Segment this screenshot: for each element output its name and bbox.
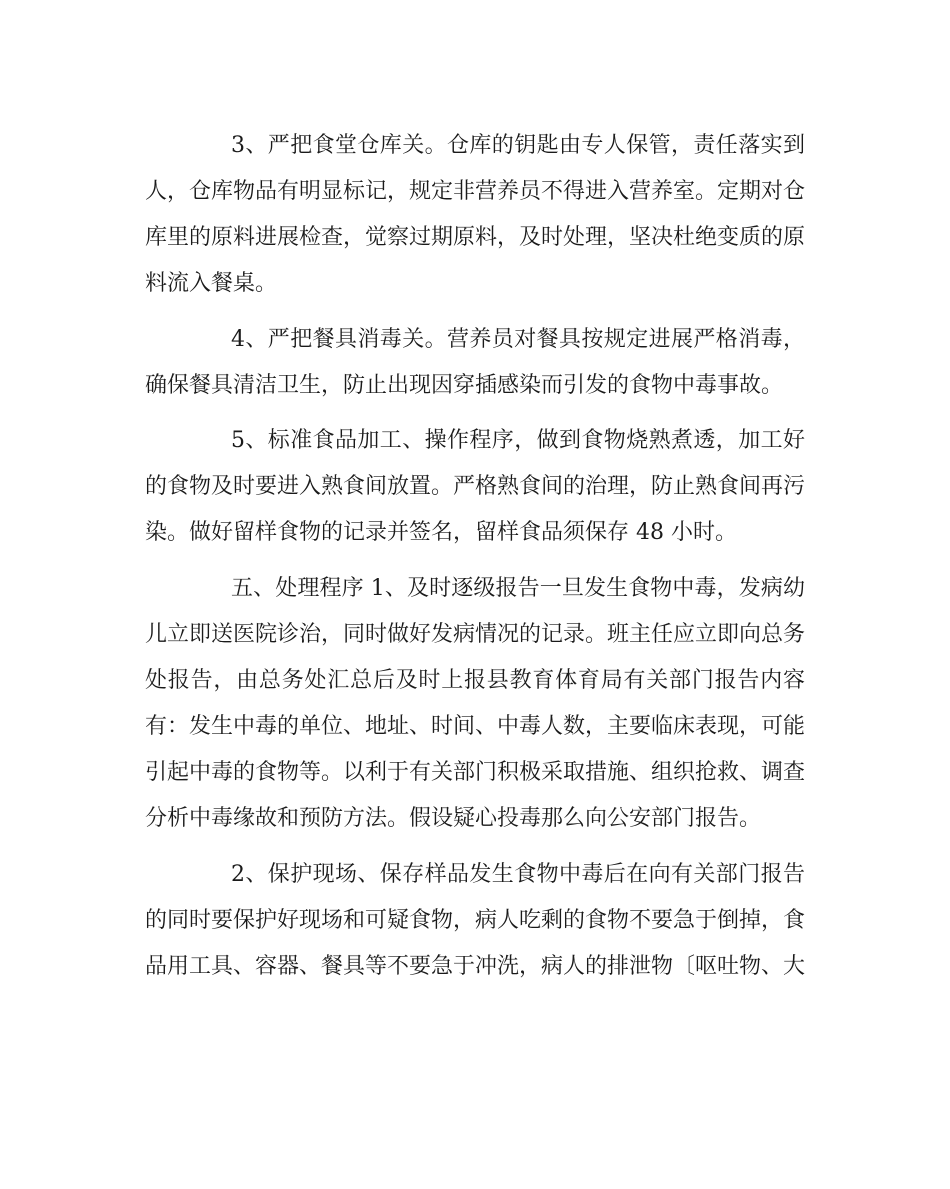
paragraph-5-line-3: 染。做好留样食物的记录并签名，留样食品须保存 48 小时。 bbox=[145, 520, 737, 545]
section-5-line-1: 五、处理程序 1、及时逐级报告一旦发生食物中毒，发病幼 bbox=[231, 576, 805, 601]
paragraph-3-line-1: 3、严把食堂仓库关。仓库的钥匙由专人保管，责任落实到 bbox=[231, 133, 805, 158]
paragraph-2-line-1: 2、保护现场、保存样品发生食物中毒后在向有关部门报告 bbox=[231, 862, 805, 887]
section-5-line-2: 儿立即送医院诊治，同时做好发病情况的记录。班主任应立即向总务 bbox=[145, 622, 806, 647]
paragraph-3-line-3: 库里的原料进展检查，觉察过期原料，及时处理，坚决杜绝变质的原 bbox=[145, 225, 806, 250]
paragraph-2-line-3: 品用工具、容器、餐具等不要急于冲洗，病人的排泄物〔呕吐物、大 bbox=[145, 954, 806, 979]
paragraph-4-line-1: 4、严把餐具消毒关。营养员对餐具按规定进展严格消毒， bbox=[231, 327, 805, 352]
paragraph-3-line-4: 料流入餐桌。 bbox=[145, 271, 278, 296]
section-5-line-5: 引起中毒的食物等。以利于有关部门积极采取措施、组织抢救、调查 bbox=[145, 760, 806, 785]
section-5-line-3: 处报告，由总务处汇总后及时上报县教育体育局有关部门报告内容 bbox=[145, 668, 805, 693]
paragraph-5-line-2: 的食物及时要进入熟食间放置。严格熟食间的治理，防止熟食间再污 bbox=[145, 474, 806, 499]
paragraph-3-line-2: 人，仓库物品有明显标记，规定非营养员不得进入营养室。定期对仓 bbox=[145, 179, 806, 204]
paragraph-2-line-2: 的同时要保护好现场和可疑食物，病人吃剩的食物不要急于倒掉，食 bbox=[145, 908, 806, 933]
paragraph-4-line-2: 确保餐具清洁卫生，防止出现因穿插感染而引发的食物中毒事故。 bbox=[145, 373, 784, 398]
section-5-line-4: 有：发生中毒的单位、地址、时间、中毒人数，主要临床表现，可能 bbox=[145, 714, 806, 739]
paragraph-5-line-1: 5、标准食品加工、操作程序，做到食物烧熟煮透，加工好 bbox=[231, 428, 805, 453]
section-5-line-6: 分析中毒缘故和预防方法。假设疑心投毒那么向公安部门报告。 bbox=[145, 806, 762, 831]
